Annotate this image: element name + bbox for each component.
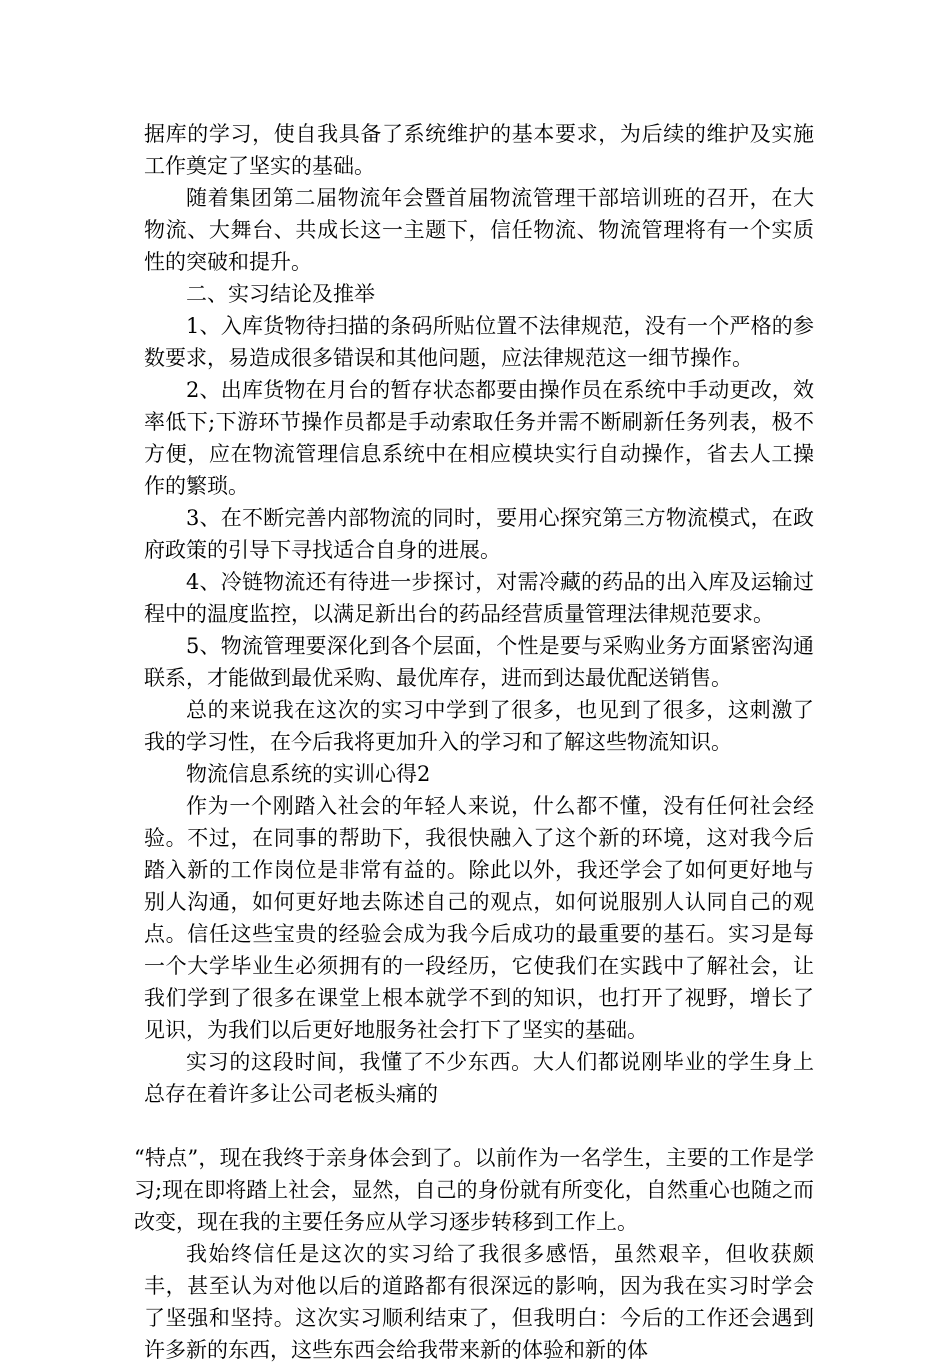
section-heading: 二、实习结论及推举 (186, 282, 375, 306)
paragraph-annual-meeting: 随着集团第二届物流年会暨首届物流管理干部培训班的召开，在大物流、大舞台、共成长这一主题下，信任物流、物流管理将有一个实质性的突破和提升。 (144, 186, 814, 274)
blank-gap (144, 1110, 814, 1142)
paragraph-experience: 作为一个刚踏入社会的年轻人来说，什么都不懂，没有任何社会经验。不过，在同事的帮助下，我很快融入了这个新的环境，这对我今后踏入新的工作岗位是非常有益的。除此以外，我还学会了如何更好地与别人沟通，如何更好地去陈述自己的观点，如何说服别人认同自己的观点。信任这些宝贵的经验会成为我今后成功的最重要的基石。实习是每一个大学毕业生必须拥有的一段经历，它使我们在实践中了解社会，让我们学到了很多在课堂上根本就学不到的知识，也打开了视野，增长了见识，为我们以后更好地服务社会打下了坚实的基础。 (144, 794, 814, 1042)
paragraph-characteristics: “特点”，现在我终于亲身体会到了。以前作为一名学生，主要的工作是学习;现在即将踏上社会，显然，自己的身份就有所变化，自然重心也随之而改变，现在我的主要任务应从学习逐步转移到工作上。 (134, 1146, 814, 1234)
paragraph-reflection: 我始终信任是这次的实习给了我很多感悟，虽然艰辛，但收获颇丰，甚至认为对他以后的道路都有很深远的影响，因为我在实习时学会了坚强和坚持。这次实习顺利结束了，但我明白：今后的工作还会遇到许多新的东西，这些东西会给我带来新的体验和新的体 (144, 1242, 814, 1362)
document-body (134, 118, 814, 1366)
recommendation-2: 2、出库货物在月台的暂存状态都要由操作员在系统中手动更改，效率低下;下游环节操作员都是手动索取任务并需不断刷新任务列表，极不方便，应在物流管理信息系统中在相应模块实行自动操作，省去人工操作的繁琐。 (144, 378, 814, 498)
essay-title: 物流信息系统的实训心得2 (186, 762, 431, 786)
recommendation-5: 5、物流管理要深化到各个层面，个性是要与采购业务方面紧密沟通联系，才能做到最优采购、最优库存，进而到达最优配送销售。 (144, 634, 814, 690)
paragraph-internship-period: 实习的这段时间，我懂了不少东西。大人们都说刚毕业的学生身上总存在着许多让公司老板头痛的 (144, 1050, 814, 1106)
recommendation-1: 1、入库货物待扫描的条码所贴位置不法律规范，没有一个严格的参数要求，易造成很多错误和其他问题，应法律规范这一细节操作。 (144, 314, 814, 370)
recommendation-3: 3、在不断完善内部物流的同时，要用心探究第三方物流模式，在政府政策的引导下寻找适合自身的进展。 (144, 506, 814, 562)
recommendation-4: 4、冷链物流还有待进一步探讨，对需冷藏的药品的出入库及运输过程中的温度监控，以满足新出台的药品经营质量管理法律规范要求。 (144, 570, 814, 626)
paragraph-continuation: 据库的学习，使自我具备了系统维护的基本要求，为后续的维护及实施工作奠定了坚实的基础。 (144, 122, 814, 178)
paragraph-summary: 总的来说我在这次的实习中学到了很多，也见到了很多，这刺激了我的学习性，在今后我将更加升入的学习和了解这些物流知识。 (144, 698, 814, 754)
